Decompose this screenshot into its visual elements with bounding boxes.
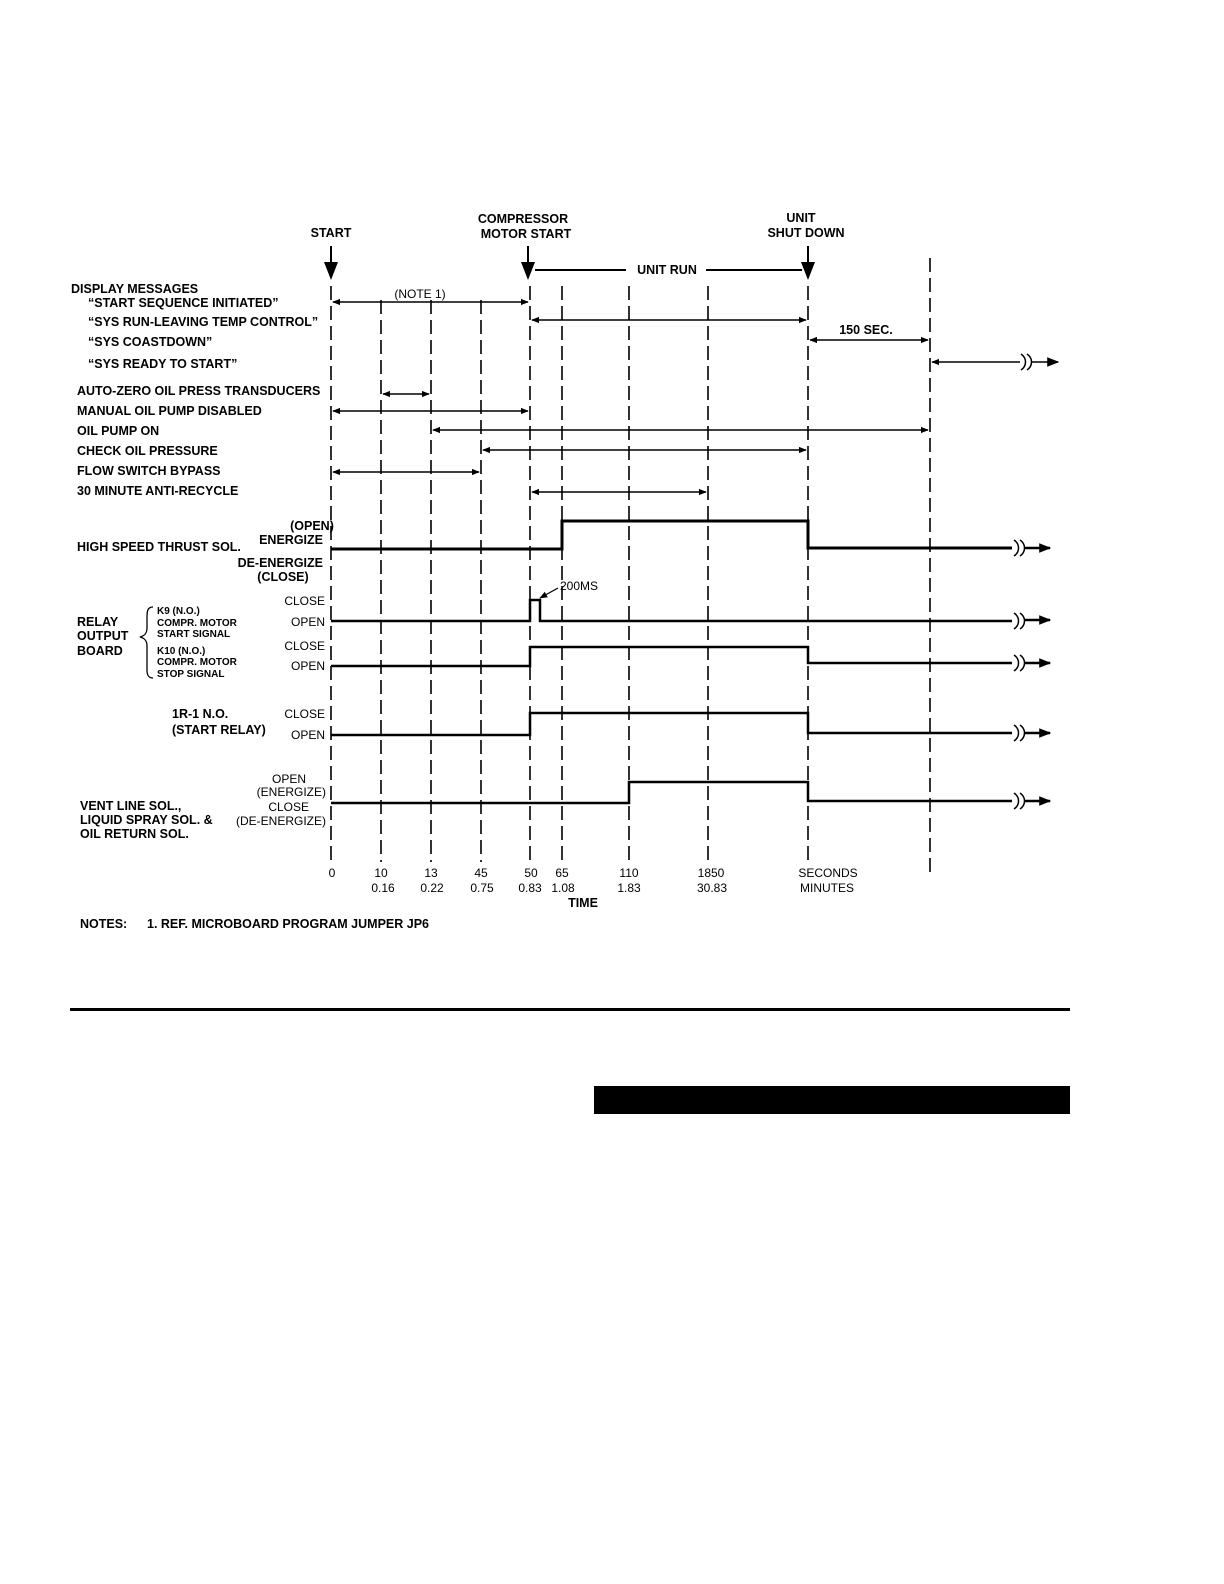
horizontal-rule bbox=[70, 1008, 1070, 1011]
k10-close-label: CLOSE bbox=[284, 639, 325, 653]
check-oil-label: CHECK OIL PRESSURE bbox=[77, 444, 218, 458]
start-marker-icon bbox=[324, 262, 338, 280]
tick-seconds-1850: 1850 bbox=[697, 866, 725, 880]
relay-output-board bbox=[77, 579, 1050, 680]
k9-label-3: START SIGNAL bbox=[157, 629, 231, 640]
pulse-pointer bbox=[540, 588, 558, 598]
vent-open-label: OPEN bbox=[271, 772, 306, 786]
vent-label-1: VENT LINE SOL., bbox=[80, 799, 182, 813]
start-relay-label-2: (START RELAY) bbox=[172, 723, 266, 737]
k9-label-2: COMPR. MOTOR bbox=[157, 618, 237, 629]
display-heading: DISPLAY MESSAGES bbox=[71, 282, 199, 296]
function-spans bbox=[77, 384, 928, 498]
event-compressor-label-2: MOTOR START bbox=[480, 227, 572, 241]
tick-seconds-50: 50 bbox=[524, 866, 538, 880]
vent-break-icon bbox=[1014, 793, 1025, 809]
vent-label-2: LIQUID SPRAY SOL. & bbox=[80, 813, 213, 827]
tick-seconds-0: 0 bbox=[328, 866, 336, 880]
note-1-ref: (NOTE 1) bbox=[394, 287, 446, 301]
k10-waveform bbox=[331, 647, 1012, 666]
start-relay-close-label: CLOSE bbox=[284, 707, 325, 721]
shutdown-marker-icon bbox=[801, 262, 815, 280]
start-relay-label-1: 1R-1 N.O. bbox=[172, 707, 229, 721]
relay-board-label-1: RELAY bbox=[77, 615, 119, 629]
anti-recycle-label: 30 MINUTE ANTI-RECYCLE bbox=[77, 484, 239, 498]
axis-time-label: TIME bbox=[568, 896, 598, 910]
tick-minutes-30.83: 30.83 bbox=[696, 881, 728, 895]
thrust-energize-label: ENERGIZE bbox=[259, 533, 323, 547]
tick-seconds-110: 110 bbox=[619, 866, 639, 880]
vent-label-3: OIL RETURN SOL. bbox=[80, 827, 189, 841]
vent-energize-label: (ENERGIZE) bbox=[256, 785, 326, 799]
msg-sys-ready: “SYS READY TO START” bbox=[88, 357, 238, 371]
thrust-waveform bbox=[331, 521, 1012, 549]
k9-waveform bbox=[331, 600, 1012, 621]
event-compressor-label-1: COMPRESSOR bbox=[477, 212, 569, 226]
relay-brace-icon bbox=[140, 607, 153, 678]
event-shutdown-label-1: UNIT bbox=[786, 211, 816, 225]
k9-break-icon bbox=[1014, 613, 1025, 629]
tick-seconds-65: 65 bbox=[555, 866, 569, 880]
event-start-label: START bbox=[310, 226, 352, 240]
thrust-solenoid-trace bbox=[77, 519, 1050, 584]
tick-minutes-0.22: 0.22 bbox=[420, 881, 444, 895]
oil-pump-label: OIL PUMP ON bbox=[77, 424, 160, 438]
vent-close-label: CLOSE bbox=[268, 800, 309, 814]
tick-minutes-1.08: 1.08 bbox=[551, 881, 575, 895]
k10-label-3: STOP SIGNAL bbox=[157, 669, 225, 680]
tick-minutes-0.16: 0.16 bbox=[371, 881, 395, 895]
k10-break-icon bbox=[1014, 655, 1025, 671]
k10-label-1: K10 (N.O.) bbox=[157, 646, 206, 657]
event-shutdown-label-2: SHUT DOWN bbox=[767, 226, 845, 240]
msg-sys-coastdown: “SYS COASTDOWN” bbox=[88, 335, 213, 349]
black-bar bbox=[594, 1086, 1070, 1114]
relay-board-label-2: OUTPUT bbox=[77, 629, 129, 643]
start-relay-waveform bbox=[331, 713, 1012, 735]
relay-board-label-3: BOARD bbox=[77, 644, 123, 658]
event-markers bbox=[311, 211, 845, 280]
manual-pump-label: MANUAL OIL PUMP DISABLED bbox=[77, 404, 262, 418]
flow-switch-label: FLOW SWITCH BYPASS bbox=[77, 464, 221, 478]
start-relay-open-label: OPEN bbox=[290, 728, 325, 742]
display-messages bbox=[71, 282, 1058, 371]
coastdown-duration: 150 SEC. bbox=[839, 323, 893, 337]
axis-minutes-label: MINUTES bbox=[800, 881, 854, 895]
thrust-sol-label: HIGH SPEED THRUST SOL. bbox=[77, 540, 241, 554]
notes-heading: NOTES: bbox=[80, 917, 128, 931]
k9-label-1: K9 (N.O.) bbox=[157, 606, 200, 617]
thrust-open-label: (OPEN) bbox=[290, 519, 334, 533]
axis-seconds-label: SECONDS bbox=[798, 866, 858, 880]
vent-solenoid-trace bbox=[80, 772, 1050, 841]
tick-seconds-45: 45 bbox=[474, 866, 488, 880]
k9-open-label: OPEN bbox=[290, 615, 325, 629]
start-relay-break-icon bbox=[1014, 725, 1025, 741]
msg-sys-run: “SYS RUN-LEAVING TEMP CONTROL” bbox=[88, 315, 319, 329]
start-relay-trace bbox=[172, 707, 1050, 742]
thrust-deenergize-label: DE-ENERGIZE bbox=[237, 556, 323, 570]
tick-minutes-0.83: 0.83 bbox=[518, 881, 542, 895]
k10-label-2: COMPR. MOTOR bbox=[157, 657, 237, 668]
auto-zero-label: AUTO-ZERO OIL PRESS TRANSDUCERS bbox=[77, 384, 321, 398]
msg-start-sequence: “START SEQUENCE INITIATED” bbox=[88, 296, 279, 310]
k10-open-label: OPEN bbox=[290, 659, 325, 673]
note-1-text: 1. REF. MICROBOARD PROGRAM JUMPER JP6 bbox=[147, 917, 429, 931]
tick-minutes-0.75: 0.75 bbox=[470, 881, 494, 895]
tick-seconds-10: 10 bbox=[374, 866, 388, 880]
unit-run-label: UNIT RUN bbox=[637, 263, 697, 277]
compressor-start-marker-icon bbox=[521, 262, 535, 280]
pulse-200ms-label: 200MS bbox=[560, 579, 599, 593]
k9-close-label: CLOSE bbox=[284, 594, 325, 608]
vent-waveform bbox=[331, 782, 1012, 803]
tick-seconds-13: 13 bbox=[424, 866, 438, 880]
thrust-break-icon bbox=[1014, 540, 1025, 556]
break-mark-icon bbox=[1021, 354, 1032, 370]
tick-minutes-1.83: 1.83 bbox=[617, 881, 641, 895]
notes bbox=[80, 917, 429, 931]
time-axis bbox=[329, 866, 858, 910]
vent-deenergize-label: (DE-ENERGIZE) bbox=[236, 814, 326, 828]
thrust-close-label: (CLOSE) bbox=[257, 570, 309, 584]
time-gridlines bbox=[331, 258, 930, 872]
